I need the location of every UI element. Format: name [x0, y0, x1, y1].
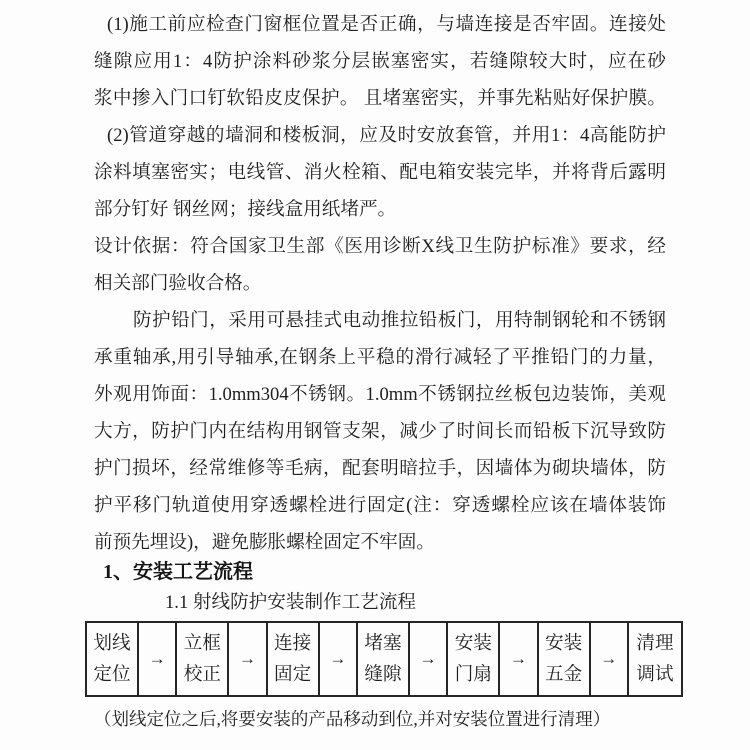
flow-step-label: 门扇: [454, 664, 492, 685]
flow-step-label: 清理: [636, 633, 674, 654]
body-line: 部分钉好 钢丝网；接线盒用纸堵严。: [94, 199, 397, 220]
flow-step-label: 划线: [93, 633, 131, 654]
flowchart-caption: （划线定位之后,将要安装的产品移动到位,并对安装位置进行清理）: [94, 709, 611, 729]
arrow-right-icon: →: [500, 623, 538, 695]
flow-step: [358, 623, 410, 695]
flow-step: [177, 623, 229, 695]
flow-step: [629, 623, 681, 695]
process-flowchart: [85, 621, 683, 697]
flow-step: [539, 623, 591, 695]
flow-step-label: 固定: [274, 664, 312, 685]
body-line: 浆中掺入门口钉软铅皮皮保护。 且堵塞密实，并事先粘贴好保护膜。: [94, 88, 666, 109]
arrow-right-icon: →: [139, 623, 177, 695]
body-line: 护平移门轨道使用穿透螺栓进行固定(注：穿透螺栓应该在墙体装饰: [94, 495, 666, 516]
body-line: 防护铅门，采用可悬挂式电动推拉铅板门，用特制钢轮和不锈钢: [133, 310, 666, 331]
body-line: (2)管道穿越的墙洞和楼板洞，应及时安放套管，并用1：4高能防护: [107, 125, 666, 146]
arrow-right-icon: →: [591, 623, 629, 695]
flow-step-label: 校正: [183, 664, 221, 685]
arrow-right-icon: →: [229, 623, 267, 695]
flow-step-label: 堵塞: [364, 633, 402, 654]
arrow-right-icon: →: [410, 623, 448, 695]
section-heading: 1、安装工艺流程: [103, 561, 253, 583]
flow-step: [448, 623, 500, 695]
body-line: 大方，防护门内在结构用钢管支架，减少了时间长而铅板下沉导致防: [94, 421, 666, 442]
arrow-right-icon: →: [320, 623, 358, 695]
flow-step-label: 定位: [93, 664, 131, 685]
document-body: [94, 6, 666, 561]
body-line: (1)施工前应检查门窗框位置是否正确，与墙连接是否牢固。连接处: [107, 14, 666, 35]
subsection-heading: 1.1 射线防护安装制作工艺流程: [165, 592, 417, 613]
flow-step-label: 立框: [183, 633, 221, 654]
body-line: 涂料填塞密实；电线管、消火栓箱、配电箱安装完毕，并将背后露明: [94, 162, 666, 183]
body-line: 外观用饰面：1.0mm304不锈钢。1.0mm不锈钢拉丝板包边装饰，美观: [94, 384, 666, 405]
flow-step-label: 连接: [274, 633, 312, 654]
flow-step: [87, 623, 139, 695]
body-line: 承重轴承,用引导轴承,在钢条上平稳的滑行减轻了平推铅门的力量，: [94, 347, 666, 368]
body-line: 相关部门验收合格。: [94, 273, 262, 294]
flow-step-label: 五金: [545, 664, 583, 685]
flow-step-label: 安装: [454, 633, 492, 654]
flow-step-label: 调试: [636, 664, 674, 685]
body-line: 缝隙应用1：4防护涂料砂浆分层嵌塞密实，若缝隙较大时，应在砂: [94, 51, 666, 72]
flow-step-label: 安装: [545, 633, 583, 654]
body-line: 护门损坏，经常维修等毛病，配套明暗拉手，因墙体为砌块墙体，防: [94, 458, 666, 479]
flow-step: [268, 623, 320, 695]
body-line: 前预先埋设)，避免膨胀螺栓固定不牢固。: [94, 532, 435, 553]
body-line: 设计依据：符合国家卫生部《医用诊断X线卫生防护标准》要求，经: [94, 236, 666, 257]
flow-step-label: 缝隙: [364, 664, 402, 685]
